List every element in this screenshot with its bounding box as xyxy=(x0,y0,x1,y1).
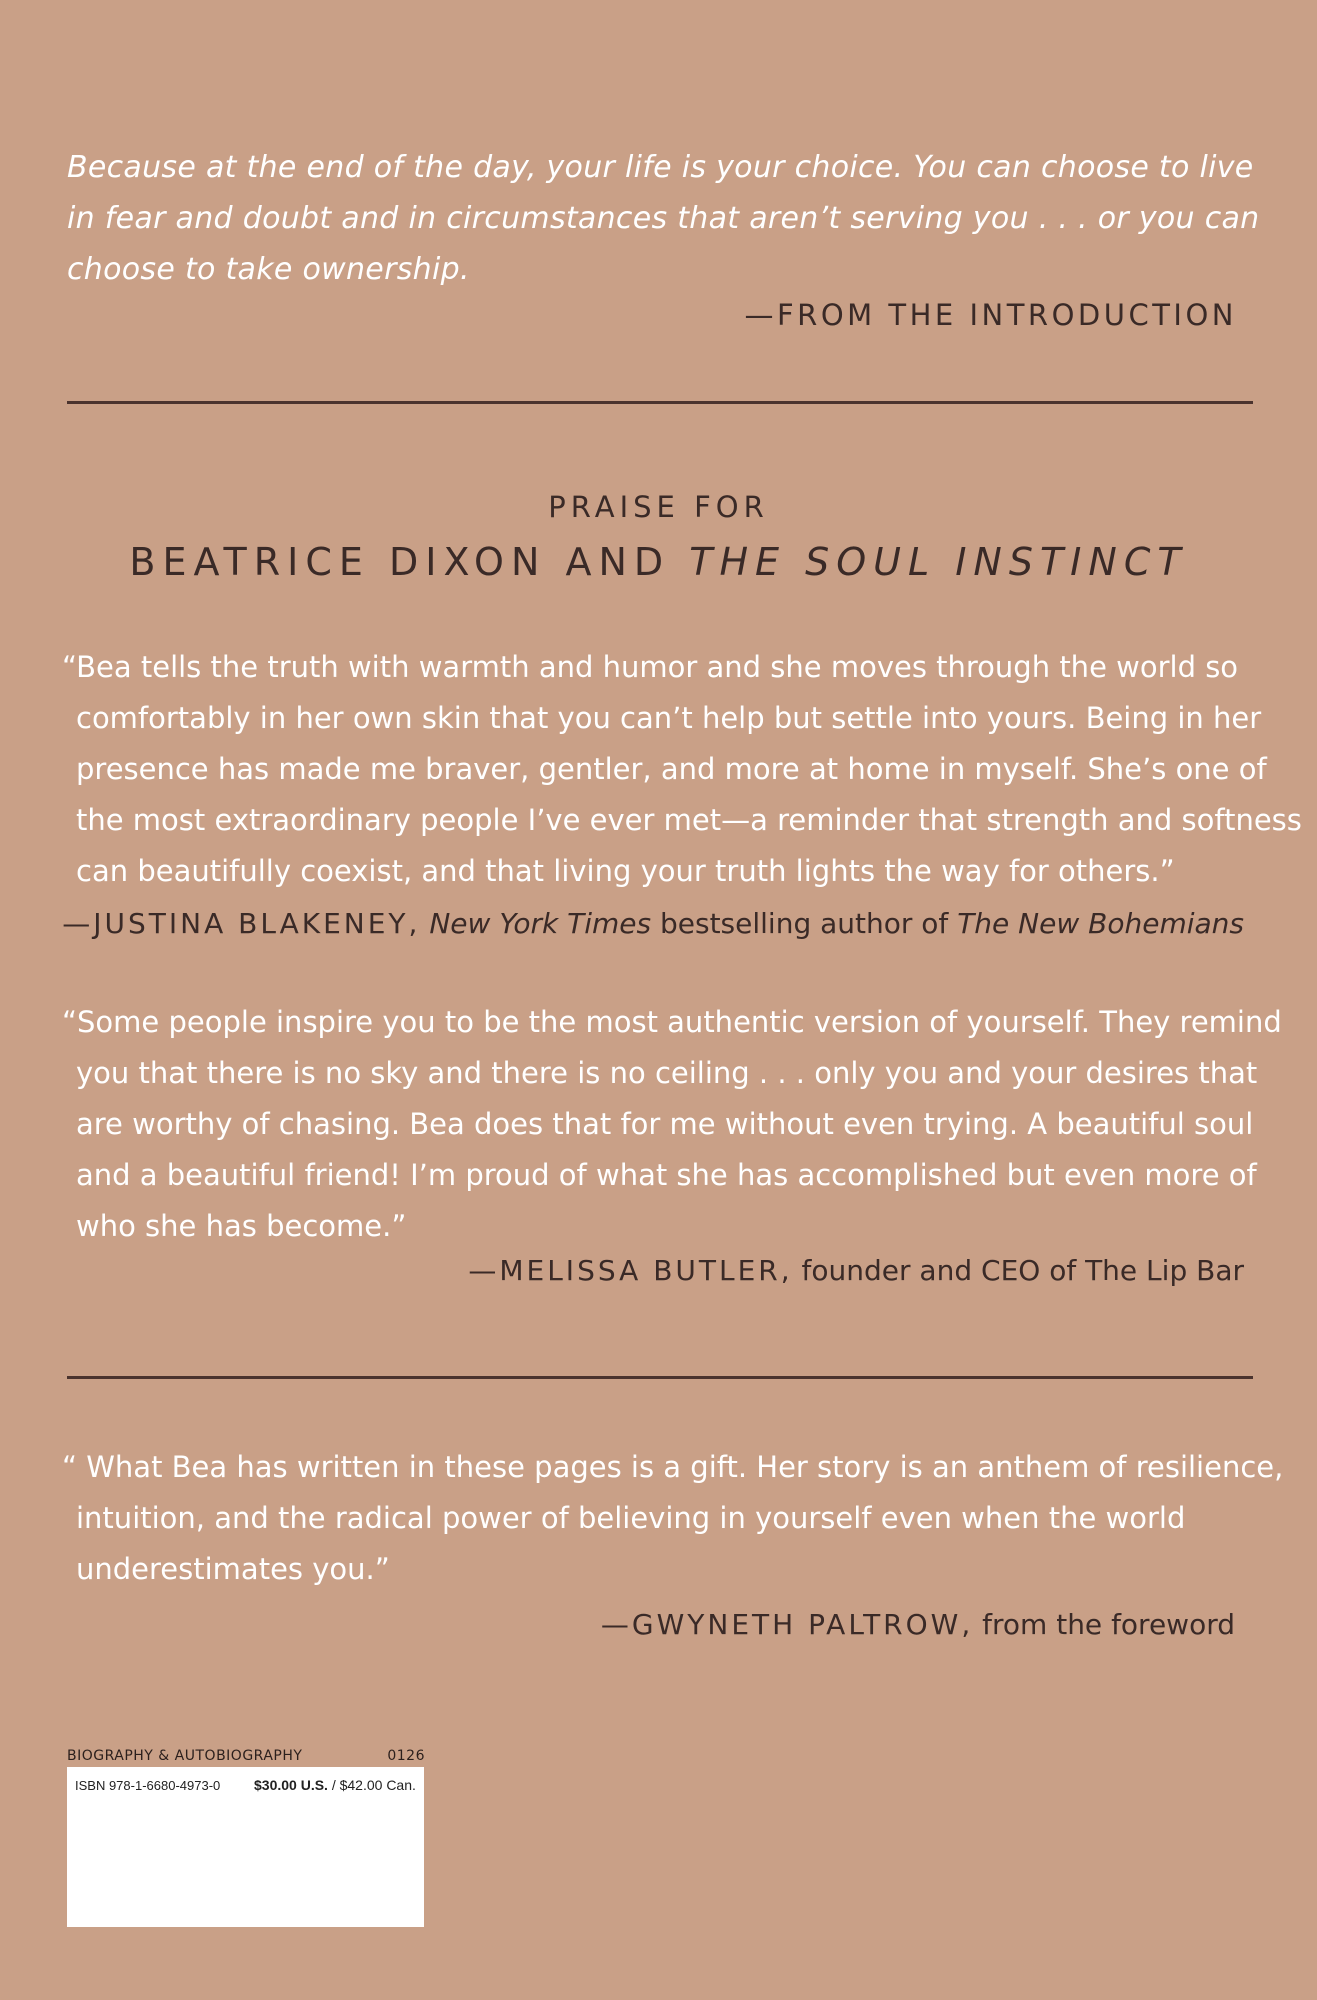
blurb-quote-2 xyxy=(62,997,1282,1252)
price-text xyxy=(254,1777,416,1793)
blurb-attribution-2 xyxy=(468,1254,1244,1287)
isbn-text: ISBN 978-1-6680-4973-0 xyxy=(75,1778,221,1793)
blurb-line: are worthy of chasing. Bea does that for me without even trying. A beautiful soul xyxy=(76,1107,1254,1141)
attribution-role: founder and CEO of The Lip Bar xyxy=(792,1254,1244,1287)
blurb-quote-3 xyxy=(62,1442,1284,1595)
blurb-line: intuition, and the radical power of believing in yourself even when the world xyxy=(76,1501,1186,1535)
intro-quote-line: choose to take ownership. xyxy=(67,252,470,287)
blurb-line: presence has made me braver, gentler, and more at home in myself. She’s one of xyxy=(76,752,1267,786)
divider-bottom xyxy=(67,1376,1253,1379)
blurb-attribution-1 xyxy=(62,907,1244,940)
divider-top xyxy=(67,401,1253,404)
blurb-line: “ What Bea has written in these pages is a gift. Her story is an anthem of resilience, xyxy=(62,1450,1284,1484)
praise-heading: PRAISE FOR xyxy=(548,490,769,524)
attribution-role: from the foreword xyxy=(973,1608,1235,1641)
intro-quote-line: Because at the end of the day, your life is your choice. You can choose to live xyxy=(67,150,1254,185)
blurb-quote-1 xyxy=(62,642,1302,897)
bisac-code: 0126 xyxy=(387,1748,425,1764)
intro-quote-line: in fear and doubt and in circumstances that aren’t serving you . . . or you can xyxy=(67,201,1260,236)
blurb-line: you that there is no sky and there is no ceiling . . . only you and your desires that xyxy=(76,1056,1258,1090)
attribution-name: —MELISSA BUTLER, xyxy=(468,1254,793,1287)
blurb-line: underestimates you.” xyxy=(76,1552,390,1586)
bisac-category: BIOGRAPHY & AUTOBIOGRAPHY xyxy=(67,1748,303,1764)
price-separator: / xyxy=(327,1777,340,1793)
blurb-line: can beautifully coexist, and that living your truth lights the way for others.” xyxy=(76,854,1175,888)
price-can: $42.00 Can. xyxy=(339,1777,416,1793)
intro-attribution: —FROM THE INTRODUCTION xyxy=(744,298,1237,332)
blurb-line: comfortably in her own skin that you can’t help but settle into yours. Being in her xyxy=(76,701,1262,735)
blurb-line: and a beautiful friend! I’m proud of what she has accomplished but even more of xyxy=(76,1158,1257,1192)
attribution-publication: New York Times xyxy=(429,907,652,940)
blurb-line: “Bea tells the truth with warmth and humor and she moves through the world so xyxy=(62,650,1239,684)
price-us: $30.00 U.S. xyxy=(254,1777,328,1793)
blurb-attribution-3 xyxy=(601,1608,1235,1641)
attribution-name: —JUSTINA BLAKENEY, xyxy=(62,907,421,940)
praise-title xyxy=(0,540,1317,584)
barcode-box xyxy=(67,1767,424,1927)
praise-title-author: BEATRICE DIXON AND xyxy=(129,540,690,584)
intro-quote xyxy=(67,142,1267,295)
blurb-line: the most extraordinary people I’ve ever met—a reminder that strength and softness xyxy=(76,803,1302,837)
attribution-book: The New Bohemians xyxy=(957,907,1244,940)
attribution-role: bestselling author of xyxy=(651,907,958,940)
attribution-name: —GWYNETH PALTROW, xyxy=(600,1608,974,1641)
bisac-category-line xyxy=(67,1748,425,1764)
blurb-line: who she has become.” xyxy=(76,1209,407,1243)
blurb-line: “Some people inspire you to be the most authentic version of yourself. They remind xyxy=(62,1005,1282,1039)
praise-title-book: THE SOUL INSTINCT xyxy=(689,540,1188,584)
